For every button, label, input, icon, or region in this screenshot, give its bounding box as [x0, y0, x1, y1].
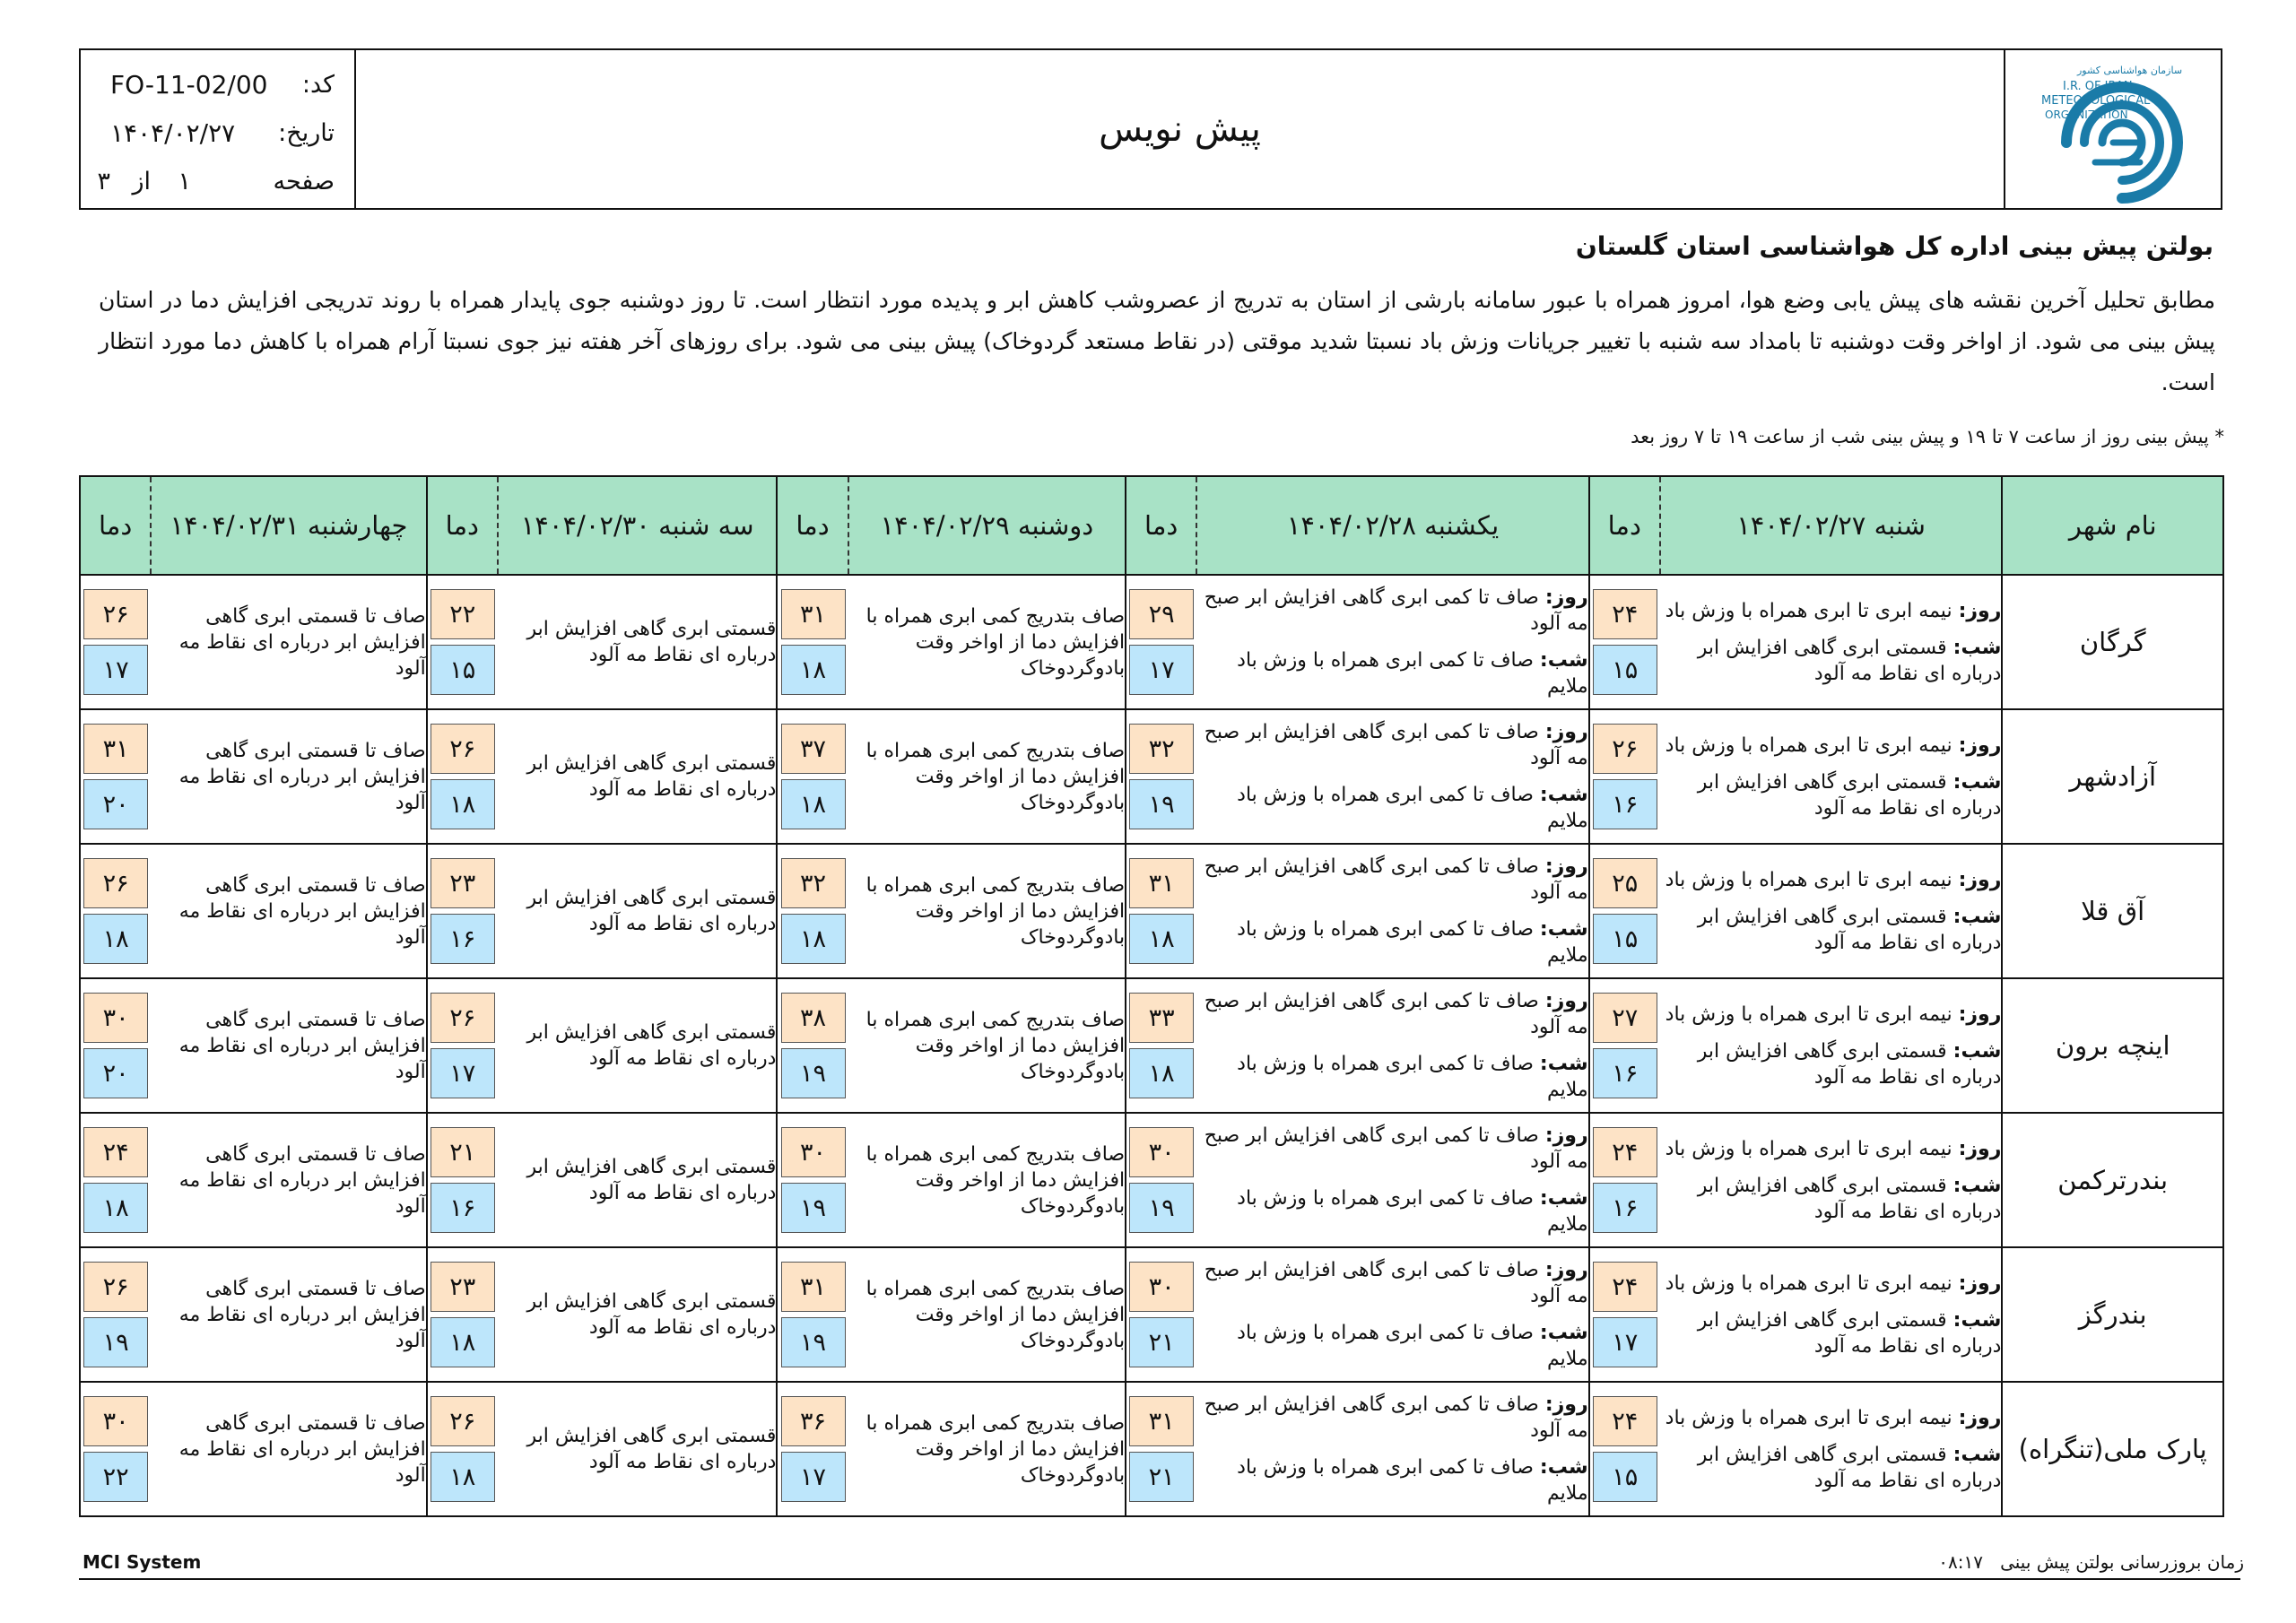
- min-temp: ۱۶: [1593, 1048, 1657, 1098]
- logo-text-fa: سازمان هواشناسی کشور: [2077, 65, 2183, 76]
- city-name: اینچه برون: [2002, 978, 2223, 1113]
- date-label: تاریخ:: [278, 119, 335, 147]
- temp-header: دما: [777, 476, 848, 575]
- forecast-description: [848, 575, 1126, 709]
- max-temp: ۲۶: [430, 993, 495, 1043]
- forecast-description: [848, 1113, 1126, 1247]
- night-forecast: قسمتی ابری گاهی افزایش ابر درباره ای نقاط مه آلود: [1697, 636, 2002, 685]
- night-forecast: قسمتی ابری گاهی افزایش ابر درباره ای نقاط مه آلود: [1697, 770, 2002, 820]
- night-forecast: قسمتی ابری گاهی افزایش ابر درباره ای نقاط مه آلود: [1697, 1308, 2002, 1358]
- night-forecast: صاف تا کمی ابری همراه با وزش باد ملایم: [1237, 649, 1588, 698]
- day-forecast: نیمه ابری تا ابری همراه با وزش باد: [1665, 1406, 1952, 1429]
- max-temp: ۳۳: [1129, 993, 1194, 1043]
- code-value: FO-11-02/00: [110, 70, 268, 100]
- temperature-cell: [777, 1113, 848, 1247]
- night-label: شب:: [1539, 1187, 1588, 1210]
- forecast-row: [80, 1247, 2223, 1382]
- temperature-cell: [1589, 575, 1660, 709]
- night-forecast: قسمتی ابری گاهی افزایش ابر درباره ای نقاط مه آلود: [1697, 905, 2002, 954]
- daily-forecast: صاف بتدریج کمی ابری همراه با افزایش دما از اواخر وقت بادوگردوخاک: [865, 739, 1126, 814]
- daily-forecast: صاف تا قسمتی ابری گاهی افزایش ابر درباره ای نقاط مه آلود: [178, 1277, 426, 1352]
- min-temp: ۲۱: [1129, 1452, 1194, 1502]
- max-temp: ۲۶: [83, 858, 148, 908]
- organization-logo: [2004, 50, 2221, 208]
- temperature-cell: [1126, 575, 1196, 709]
- day-header: یکشنبه ۱۴۰۴/۰۲/۲۸: [1196, 476, 1588, 575]
- max-temp: ۲۶: [430, 724, 495, 774]
- night-label: شب:: [1952, 1174, 2002, 1197]
- temperature-cell: [1126, 978, 1196, 1113]
- min-temp: ۱۷: [781, 1452, 846, 1502]
- forecast-description: [1660, 709, 2003, 844]
- daily-forecast: قسمتی ابری گاهی افزایش ابر درباره ای نقاط مه آلود: [526, 1290, 777, 1339]
- temp-header: دما: [1126, 476, 1196, 575]
- date-value: ۱۴۰۴/۰۲/۲۷: [110, 118, 236, 148]
- temperature-cell: [1126, 709, 1196, 844]
- city-name: آزادشهر: [2002, 709, 2223, 844]
- forecast-row: [80, 844, 2223, 978]
- forecast-row: [80, 575, 2223, 709]
- night-forecast: صاف تا کمی ابری همراه با وزش باد ملایم: [1237, 1187, 1588, 1236]
- bulletin-title: بولتن پیش بینی اداره کل هواشناسی استان گلستان: [1575, 231, 2213, 261]
- temperature-cell: [80, 1247, 151, 1382]
- daily-forecast: قسمتی ابری گاهی افزایش ابر درباره ای نقاط مه آلود: [526, 1425, 777, 1473]
- forecast-description: [848, 709, 1126, 844]
- day-forecast: صاف تا کمی ابری گاهی افزایش ابر صبح مه آلود: [1204, 1393, 1588, 1442]
- forecast-description: [848, 844, 1126, 978]
- forecast-table: [79, 475, 2224, 1517]
- temperature-cell: [1589, 1113, 1660, 1247]
- day-label: روز:: [1958, 1406, 2002, 1429]
- day-label: روز:: [1544, 586, 1588, 609]
- forecast-description: [848, 1247, 1126, 1382]
- forecast-description: [498, 1113, 778, 1247]
- night-label: شب:: [1952, 1443, 2002, 1466]
- temperature-cell: [1126, 844, 1196, 978]
- day-label: روز:: [1544, 1393, 1588, 1416]
- forecast-row: [80, 709, 2223, 844]
- max-temp: ۲۷: [1593, 993, 1657, 1043]
- footer-divider: [79, 1578, 2240, 1580]
- min-temp: ۱۹: [1129, 779, 1194, 829]
- min-temp: ۱۸: [83, 1183, 148, 1233]
- min-temp: ۱۸: [781, 779, 846, 829]
- day-forecast: نیمه ابری تا ابری همراه با وزش باد: [1665, 1271, 1952, 1295]
- day-label: روز:: [1958, 1137, 2002, 1160]
- temperature-cell: [1589, 1247, 1660, 1382]
- day-label: روز:: [1958, 733, 2002, 757]
- day-header: شنبه ۱۴۰۴/۰۲/۲۷: [1660, 476, 2003, 575]
- forecast-description: [151, 709, 427, 844]
- city-name: پارک ملی(تنگراه): [2002, 1382, 2223, 1516]
- day-label: روز:: [1958, 868, 2002, 891]
- daily-forecast: صاف بتدریج کمی ابری همراه با افزایش دما از اواخر وقت بادوگردوخاک: [865, 1008, 1126, 1083]
- forecast-row: [80, 1382, 2223, 1516]
- max-temp: ۲۴: [1593, 1396, 1657, 1446]
- min-temp: ۱۵: [1593, 1452, 1657, 1502]
- temperature-cell: [777, 978, 848, 1113]
- temperature-cell: [80, 575, 151, 709]
- min-temp: ۲۰: [83, 779, 148, 829]
- temperature-cell: [427, 709, 498, 844]
- daily-forecast: صاف تا قسمتی ابری گاهی افزایش ابر درباره ای نقاط مه آلود: [178, 604, 426, 680]
- forecast-description: [151, 575, 427, 709]
- city-column-header: نام شهر: [2002, 476, 2223, 575]
- max-temp: ۲۶: [83, 589, 148, 639]
- temperature-cell: [427, 1113, 498, 1247]
- forecast-description: [498, 575, 778, 709]
- min-temp: ۱۸: [1129, 1048, 1194, 1098]
- logo-text-en-3: ORGANIZATION: [2045, 108, 2128, 121]
- min-temp: ۱۶: [430, 914, 495, 964]
- daily-forecast: صاف بتدریج کمی ابری همراه با افزایش دما از اواخر وقت بادوگردوخاک: [865, 873, 1126, 949]
- temp-header: دما: [80, 476, 151, 575]
- max-temp: ۲۲: [430, 589, 495, 639]
- daily-forecast: قسمتی ابری گاهی افزایش ابر درباره ای نقاط مه آلود: [526, 887, 777, 935]
- document-meta: [81, 50, 356, 208]
- max-temp: ۲۶: [83, 1262, 148, 1312]
- temperature-cell: [1589, 1382, 1660, 1516]
- daily-forecast: صاف بتدریج کمی ابری همراه با افزایش دما از اواخر وقت بادوگردوخاک: [865, 1277, 1126, 1352]
- temperature-cell: [777, 844, 848, 978]
- forecast-description: [1196, 844, 1588, 978]
- daily-forecast: صاف بتدریج کمی ابری همراه با افزایش دما از اواخر وقت بادوگردوخاک: [865, 1142, 1126, 1218]
- day-header: دوشنبه ۱۴۰۴/۰۲/۲۹: [848, 476, 1126, 575]
- temperature-cell: [1126, 1113, 1196, 1247]
- max-temp: ۲۴: [83, 1127, 148, 1177]
- min-temp: ۱۸: [430, 1317, 495, 1367]
- min-temp: ۲۰: [83, 1048, 148, 1098]
- temperature-cell: [80, 1113, 151, 1247]
- temperature-cell: [1589, 978, 1660, 1113]
- temperature-cell: [1589, 844, 1660, 978]
- night-forecast: قسمتی ابری گاهی افزایش ابر درباره ای نقاط مه آلود: [1697, 1039, 2002, 1089]
- min-temp: ۱۶: [430, 1183, 495, 1233]
- temperature-cell: [1126, 1382, 1196, 1516]
- temp-header: دما: [1589, 476, 1660, 575]
- night-forecast: قسمتی ابری گاهی افزایش ابر درباره ای نقاط مه آلود: [1697, 1443, 2002, 1492]
- night-label: شب:: [1952, 905, 2002, 928]
- max-temp: ۲۴: [1593, 1127, 1657, 1177]
- temperature-cell: [427, 1382, 498, 1516]
- max-temp: ۲۶: [1593, 724, 1657, 774]
- night-label: شب:: [1952, 636, 2002, 659]
- min-temp: ۱۵: [1593, 914, 1657, 964]
- night-label: شب:: [1539, 918, 1588, 941]
- forecast-description: [1660, 1113, 2003, 1247]
- night-forecast: صاف تا کمی ابری همراه با وزش باد ملایم: [1237, 1322, 1588, 1370]
- forecast-description: [1660, 844, 2003, 978]
- forecast-header-row: [80, 476, 2223, 575]
- forecast-description: [151, 844, 427, 978]
- forecast-row: [80, 1113, 2223, 1247]
- daily-forecast: صاف تا قسمتی ابری گاهی افزایش ابر درباره ای نقاط مه آلود: [178, 1411, 426, 1487]
- min-temp: ۱۹: [83, 1317, 148, 1367]
- night-label: شب:: [1539, 1322, 1588, 1344]
- update-time: [1938, 1551, 2244, 1573]
- daily-forecast: قسمتی ابری گاهی افزایش ابر درباره ای نقاط مه آلود: [526, 1156, 777, 1204]
- min-temp: ۱۷: [1593, 1317, 1657, 1367]
- day-forecast: نیمه ابری تا ابری همراه با وزش باد: [1665, 868, 1952, 891]
- temperature-cell: [1589, 709, 1660, 844]
- min-temp: ۱۷: [430, 1048, 495, 1098]
- max-temp: ۳۰: [1129, 1127, 1194, 1177]
- bulletin-intro: مطابق تحلیل آخرین نقشه های پیش یابی وضع هوا، امروز همراه با عبور سامانه بارشی از استان به تدریج از عصروشب کاهش ابر و پدیده مورد انتظار است. تا روز دوشنبه جوی پایدار همراه با روند تدریجی افزایش دما در استان پیش بینی می شود. از اواخر وقت دوشنبه تا بامداد سه شنبه با تغییر جریانات وزش باد نسبتا شدید موقتی (در نقاط مستعد گردوخاک) پیش بینی می شود. برای روزهای آخر هفته نیز جوی نسبتا آرام همراه با کاهش دما مورد انتظار است.: [99, 287, 2215, 395]
- forecast-description: [151, 1247, 427, 1382]
- meteorological-logo-icon: [2005, 50, 2217, 208]
- max-temp: ۳۰: [83, 1396, 148, 1446]
- day-forecast: صاف تا کمی ابری گاهی افزایش ابر صبح مه آلود: [1204, 990, 1588, 1038]
- min-temp: ۱۶: [1593, 779, 1657, 829]
- day-forecast: صاف تا کمی ابری گاهی افزایش ابر صبح مه آلود: [1204, 1259, 1588, 1307]
- forecast-description: [848, 1382, 1126, 1516]
- day-header: سه شنبه ۱۴۰۴/۰۲/۳۰: [498, 476, 778, 575]
- max-temp: ۳۱: [781, 1262, 846, 1312]
- logo-text-en-1: I.R. OF IRAN: [2063, 80, 2133, 93]
- city-name: گرگان: [2002, 575, 2223, 709]
- temperature-cell: [427, 575, 498, 709]
- night-forecast: قسمتی ابری گاهی افزایش ابر درباره ای نقاط مه آلود: [1697, 1174, 2002, 1223]
- day-header: چهارشنبه ۱۴۰۴/۰۲/۳۱: [151, 476, 427, 575]
- max-temp: ۳۰: [83, 993, 148, 1043]
- temp-header: دما: [427, 476, 498, 575]
- max-temp: ۳۱: [1129, 1396, 1194, 1446]
- night-label: شب:: [1952, 1039, 2002, 1063]
- page-title: پیش نویس: [1099, 108, 1261, 150]
- update-time-value: ۰۸:۱۷: [1938, 1551, 1984, 1573]
- forecast-description: [1196, 978, 1588, 1113]
- night-label: شب:: [1539, 649, 1588, 672]
- min-temp: ۱۸: [83, 914, 148, 964]
- temperature-cell: [777, 575, 848, 709]
- logo-text-en-2: METEOROLOGICAL: [2041, 94, 2151, 108]
- max-temp: ۲۴: [1593, 1262, 1657, 1312]
- max-temp: ۳۷: [781, 724, 846, 774]
- forecast-description: [848, 978, 1126, 1113]
- max-temp: ۳۲: [1129, 724, 1194, 774]
- night-label: شب:: [1539, 784, 1588, 806]
- forecast-description: [498, 1247, 778, 1382]
- page-number: ۱: [178, 168, 191, 195]
- day-forecast: نیمه ابری تا ابری همراه با وزش باد: [1665, 1137, 1952, 1160]
- min-temp: ۱۵: [1593, 645, 1657, 695]
- forecast-description: [1196, 709, 1588, 844]
- city-name: بندرترکمن: [2002, 1113, 2223, 1247]
- daily-forecast: صاف بتدریج کمی ابری همراه با افزایش دما از اواخر وقت بادوگردوخاک: [865, 1411, 1126, 1487]
- temperature-cell: [80, 844, 151, 978]
- daily-forecast: قسمتی ابری گاهی افزایش ابر درباره ای نقاط مه آلود: [526, 752, 777, 801]
- forecast-description: [1660, 1247, 2003, 1382]
- night-forecast: صاف تا کمی ابری همراه با وزش باد ملایم: [1237, 784, 1588, 832]
- min-temp: ۲۱: [1129, 1317, 1194, 1367]
- max-temp: ۲۱: [430, 1127, 495, 1177]
- temperature-cell: [1126, 1247, 1196, 1382]
- forecast-description: [498, 978, 778, 1113]
- forecast-description: [498, 709, 778, 844]
- max-temp: ۲۵: [1593, 858, 1657, 908]
- max-temp: ۳۱: [781, 589, 846, 639]
- day-label: روز:: [1958, 1271, 2002, 1295]
- page-of: از: [132, 168, 151, 195]
- temperature-cell: [80, 1382, 151, 1516]
- daily-forecast: صاف تا قسمتی ابری گاهی افزایش ابر درباره ای نقاط مه آلود: [178, 739, 426, 814]
- forecast-period-note: * پیش بینی روز از ساعت ۷ تا ۱۹ و پیش بینی شب از ساعت ۱۹ تا ۷ روز بعد: [1631, 426, 2224, 447]
- day-label: روز:: [1544, 990, 1588, 1012]
- daily-forecast: قسمتی ابری گاهی افزایش ابر درباره ای نقاط مه آلود: [526, 1021, 777, 1070]
- day-forecast: صاف تا کمی ابری گاهی افزایش ابر صبح مه آلود: [1204, 1124, 1588, 1173]
- daily-forecast: قسمتی ابری گاهی افزایش ابر درباره ای نقاط مه آلود: [526, 618, 777, 666]
- max-temp: ۲۴: [1593, 589, 1657, 639]
- night-forecast: صاف تا کمی ابری همراه با وزش باد ملایم: [1237, 918, 1588, 967]
- daily-forecast: صاف تا قسمتی ابری گاهی افزایش ابر درباره ای نقاط مه آلود: [178, 1008, 426, 1083]
- city-name: آق قلا: [2002, 844, 2223, 978]
- night-forecast: صاف تا کمی ابری همراه با وزش باد ملایم: [1237, 1053, 1588, 1101]
- forecast-description: [151, 1382, 427, 1516]
- page-label: صفحه: [273, 168, 335, 195]
- max-temp: ۲۳: [430, 1262, 495, 1312]
- min-temp: ۱۹: [781, 1183, 846, 1233]
- temperature-cell: [777, 709, 848, 844]
- min-temp: ۱۸: [430, 779, 495, 829]
- temperature-cell: [427, 844, 498, 978]
- daily-forecast: صاف تا قسمتی ابری گاهی افزایش ابر درباره ای نقاط مه آلود: [178, 873, 426, 949]
- min-temp: ۱۵: [430, 645, 495, 695]
- day-forecast: نیمه ابری تا ابری همراه با وزش باد: [1665, 1002, 1952, 1026]
- night-label: شب:: [1539, 1053, 1588, 1075]
- day-forecast: نیمه ابری تا ابری همراه با وزش باد: [1665, 599, 1952, 622]
- forecast-description: [151, 1113, 427, 1247]
- daily-forecast: صاف تا قسمتی ابری گاهی افزایش ابر درباره ای نقاط مه آلود: [178, 1142, 426, 1218]
- max-temp: ۳۸: [781, 993, 846, 1043]
- forecast-description: [1196, 1247, 1588, 1382]
- min-temp: ۱۸: [1129, 914, 1194, 964]
- min-temp: ۱۸: [781, 914, 846, 964]
- min-temp: ۱۸: [430, 1452, 495, 1502]
- min-temp: ۱۸: [781, 645, 846, 695]
- code-label: کد:: [301, 71, 335, 99]
- max-temp: ۳۰: [1129, 1262, 1194, 1312]
- city-name: بندرگز: [2002, 1247, 2223, 1382]
- update-label: زمان بروزرسانی بولتن پیش بینی: [2000, 1551, 2244, 1573]
- day-label: روز:: [1544, 721, 1588, 743]
- forecast-description: [1196, 1382, 1588, 1516]
- max-temp: ۳۶: [781, 1396, 846, 1446]
- temperature-cell: [777, 1247, 848, 1382]
- day-label: روز:: [1544, 1124, 1588, 1147]
- day-forecast: صاف تا کمی ابری گاهی افزایش ابر صبح مه آلود: [1204, 721, 1588, 769]
- temperature-cell: [80, 709, 151, 844]
- forecast-description: [1660, 978, 2003, 1113]
- bulletin-header: [79, 48, 2222, 210]
- night-label: شب:: [1952, 770, 2002, 794]
- temperature-cell: [427, 1247, 498, 1382]
- forecast-row: [80, 978, 2223, 1113]
- night-label: شب:: [1952, 1308, 2002, 1332]
- max-temp: ۳۱: [1129, 858, 1194, 908]
- max-temp: ۲۶: [430, 1396, 495, 1446]
- forecast-description: [151, 978, 427, 1113]
- min-temp: ۱۹: [1129, 1183, 1194, 1233]
- max-temp: ۲۹: [1129, 589, 1194, 639]
- min-temp: ۱۶: [1593, 1183, 1657, 1233]
- min-temp: ۲۲: [83, 1452, 148, 1502]
- forecast-description: [1196, 1113, 1588, 1247]
- day-forecast: نیمه ابری تا ابری همراه با وزش باد: [1665, 733, 1952, 757]
- system-name: MCI System: [83, 1551, 202, 1573]
- temperature-cell: [80, 978, 151, 1113]
- temperature-cell: [427, 978, 498, 1113]
- min-temp: ۱۷: [1129, 645, 1194, 695]
- night-forecast: صاف تا کمی ابری همراه با وزش باد ملایم: [1237, 1456, 1588, 1505]
- max-temp: ۳۲: [781, 858, 846, 908]
- min-temp: ۱۹: [781, 1048, 846, 1098]
- temperature-cell: [777, 1382, 848, 1516]
- forecast-description: [498, 1382, 778, 1516]
- max-temp: ۳۰: [781, 1127, 846, 1177]
- min-temp: ۱۹: [781, 1317, 846, 1367]
- day-forecast: صاف تا کمی ابری گاهی افزایش ابر صبح مه آلود: [1204, 855, 1588, 904]
- day-label: روز:: [1958, 1002, 2002, 1026]
- max-temp: ۳۱: [83, 724, 148, 774]
- max-temp: ۲۳: [430, 858, 495, 908]
- min-temp: ۱۷: [83, 645, 148, 695]
- forecast-description: [498, 844, 778, 978]
- night-label: شب:: [1539, 1456, 1588, 1479]
- page-total: ۳: [97, 168, 110, 195]
- day-forecast: صاف تا کمی ابری گاهی افزایش ابر صبح مه آلود: [1204, 586, 1588, 635]
- forecast-description: [1660, 1382, 2003, 1516]
- day-label: روز:: [1958, 599, 2002, 622]
- day-label: روز:: [1544, 855, 1588, 878]
- day-label: روز:: [1544, 1259, 1588, 1281]
- forecast-description: [1196, 575, 1588, 709]
- forecast-description: [1660, 575, 2003, 709]
- daily-forecast: صاف بتدریج کمی ابری همراه با افزایش دما از اواخر وقت بادوگردوخاک: [865, 604, 1126, 680]
